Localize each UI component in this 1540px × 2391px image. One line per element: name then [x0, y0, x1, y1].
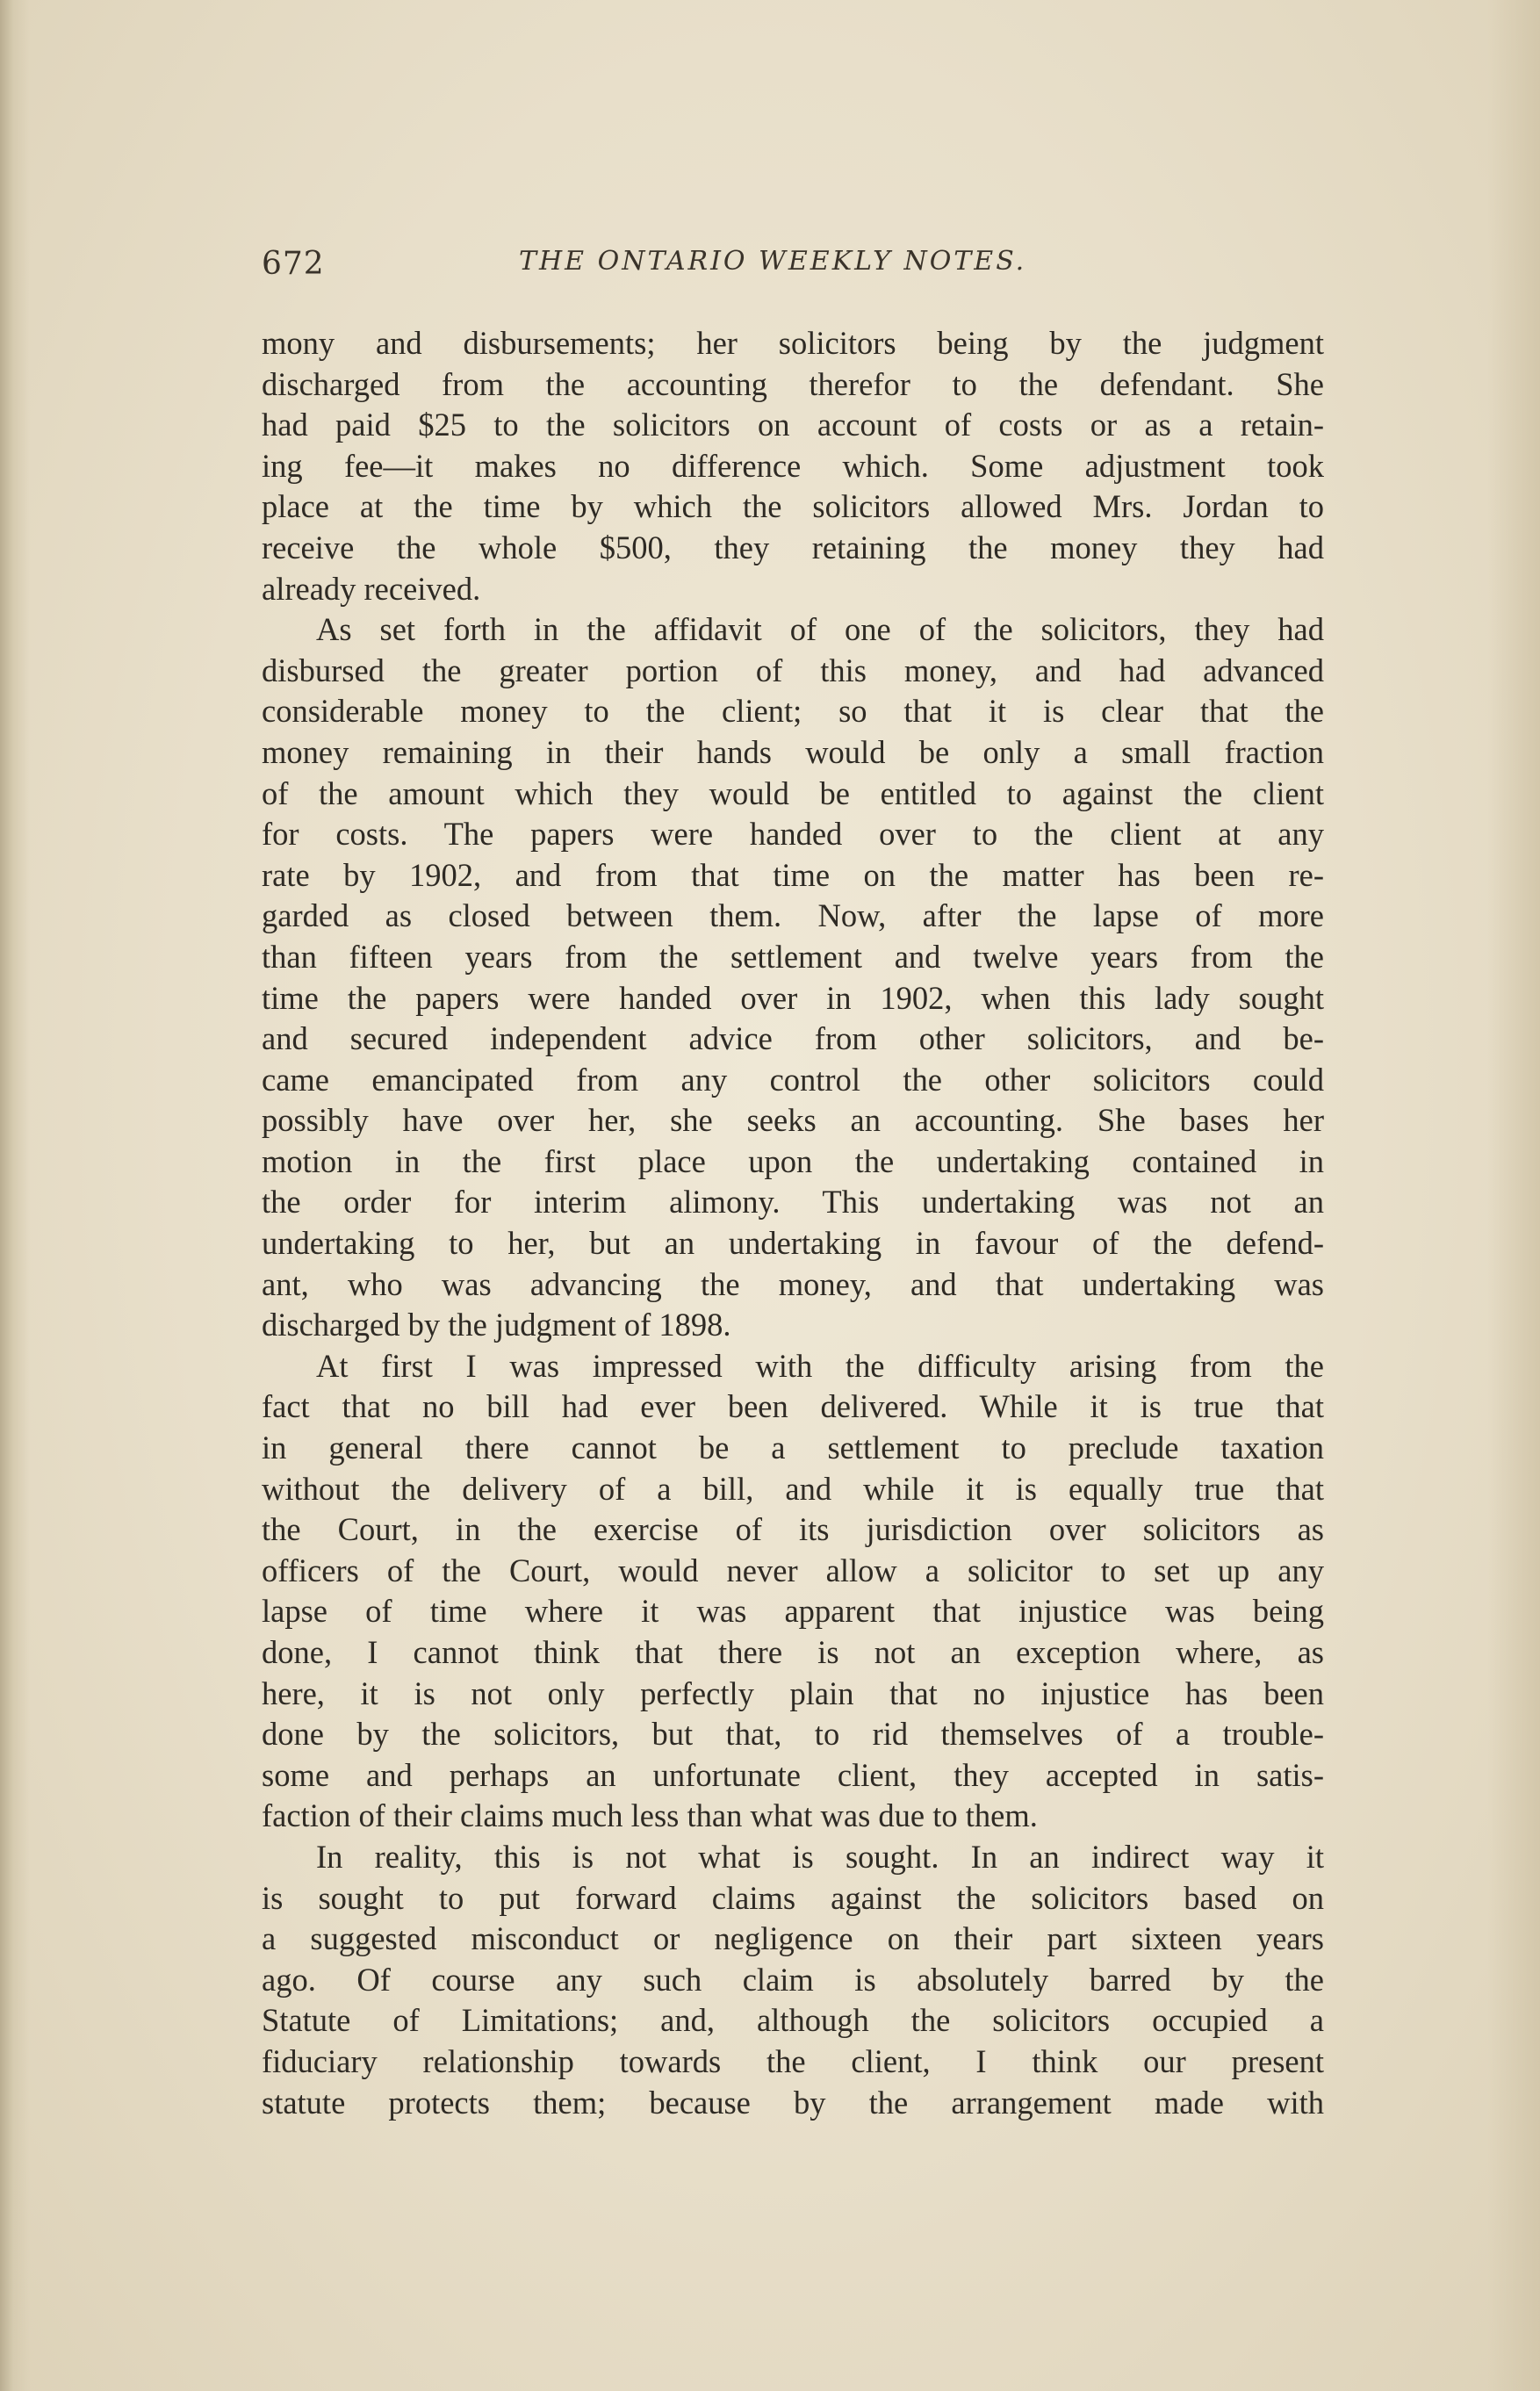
text-line: As set forth in the affidavit of one of the solicitors, they had	[316, 611, 1324, 648]
text-line: fact that no bill had ever been delivered. While it is true that	[262, 1388, 1324, 1425]
text-line: fiduciary relationship towards the client, I think our present	[262, 2042, 1324, 2079]
text-line: a suggested misconduct or negligence on their part sixteen years	[262, 1920, 1324, 1957]
text-line: of the amount which they would be entitled to against the client	[262, 774, 1324, 811]
text-line: motion in the first place upon the undertaking contained in	[262, 1142, 1324, 1179]
body-text	[262, 323, 1324, 2123]
text-line: discharged from the accounting therefor to the defendant. She	[262, 365, 1324, 402]
running-header	[262, 239, 1333, 292]
text-line: the Court, in the exercise of its jurisdiction over solicitors as	[262, 1511, 1324, 1548]
text-line: already received.	[262, 570, 481, 607]
text-line: disbursed the greater portion of this money, and had advanced	[262, 652, 1324, 688]
text-line: In reality, this is not what is sought. In an indirect way it	[316, 1838, 1324, 1875]
text-line: is sought to put forward claims against the solicitors based on	[262, 1879, 1324, 1916]
text-line: ant, who was advancing the money, and that undertaking was	[262, 1265, 1324, 1302]
text-line: mony and disbursements; her solicitors being by the judgment	[262, 325, 1324, 361]
text-line: for costs. The papers were handed over to the client at any	[262, 816, 1324, 853]
text-line: ing fee—it makes no difference which. Some adjustment took	[262, 447, 1324, 484]
text-line: without the delivery of a bill, and while it is equally true that	[262, 1470, 1324, 1507]
text-line: officers of the Court, would never allow a solicitor to set up any	[262, 1552, 1324, 1588]
text-line: garded as closed between them. Now, after the lapse of more	[262, 897, 1324, 934]
text-line: the order for interim alimony. This undertaking was not an	[262, 1184, 1324, 1221]
running-title: THE ONTARIO WEEKLY NOTES.	[519, 246, 1027, 277]
text-line: time the papers were handed over in 1902, when this lady sought	[262, 979, 1324, 1016]
text-line: done, I cannot think that there is not an exception where, as	[262, 1634, 1324, 1670]
text-line: Statute of Limitations; and, although the solicitors occupied a	[262, 2002, 1324, 2039]
text-line: considerable money to the client; so that it is clear that the	[262, 693, 1324, 730]
text-line: faction of their claims much less than what was due to them.	[262, 1797, 1038, 1834]
text-line: undertaking to her, but an undertaking in favour of the defend-	[262, 1225, 1324, 1262]
text-line: possibly have over her, she seeks an accounting. She bases her	[262, 1102, 1324, 1139]
text-line: and secured independent advice from other solicitors, and be-	[262, 1020, 1324, 1057]
text-line: rate by 1902, and from that time on the matter has been re-	[262, 856, 1324, 893]
text-line: discharged by the judgment of 1898.	[262, 1307, 731, 1343]
text-line: in general there cannot be a settlement to preclude taxation	[262, 1430, 1324, 1466]
page-number: 672	[262, 246, 325, 282]
text-line: than fifteen years from the settlement and twelve years from the	[262, 938, 1324, 975]
text-line: statute protects them; because by the arrangement made with	[262, 2084, 1324, 2121]
text-line: place at the time by which the solicitors allowed Mrs. Jordan to	[262, 488, 1324, 525]
text-line: done by the solicitors, but that, to rid themselves of a trouble-	[262, 1716, 1324, 1753]
text-line: some and perhaps an unfortunate client, they accepted in satis-	[262, 1756, 1324, 1793]
page-gutter-shadow	[0, 0, 30, 2391]
text-line: lapse of time where it was apparent that injustice was being	[262, 1593, 1324, 1630]
text-line: had paid $25 to the solicitors on account of costs or as a retain-	[262, 407, 1324, 443]
text-line: here, it is not only perfectly plain that no injustice has been	[262, 1674, 1324, 1711]
text-line: At first I was impressed with the difficulty arising from the	[316, 1347, 1324, 1384]
text-line: money remaining in their hands would be only a small fraction	[262, 733, 1324, 770]
text-line: receive the whole $500, they retaining the money they had	[262, 529, 1324, 565]
text-line: ago. Of course any such claim is absolutely barred by the	[262, 1961, 1324, 1998]
page-edge-shadow	[1487, 0, 1540, 2391]
text-line: came emancipated from any control the other solicitors could	[262, 1061, 1324, 1098]
